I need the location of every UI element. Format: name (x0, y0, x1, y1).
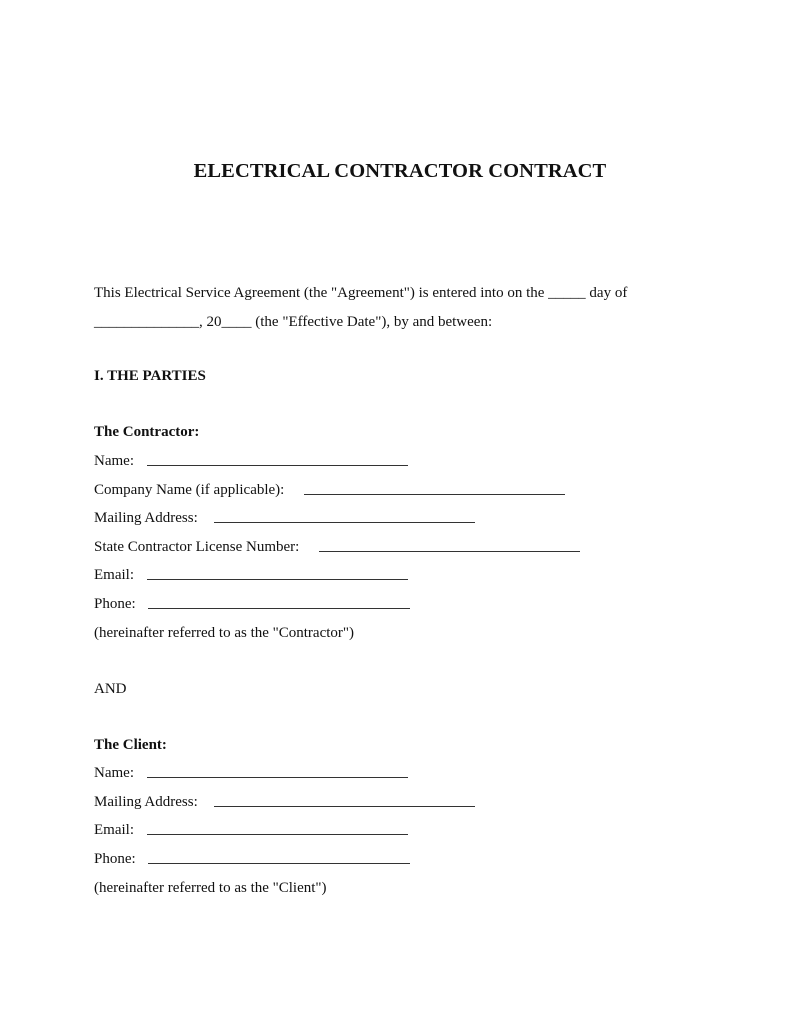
client-footer: (hereinafter referred to as the "Client") (94, 880, 327, 896)
contractor-footer: (hereinafter referred to as the "Contractor") (94, 625, 355, 641)
contractor-name-field[interactable] (147, 465, 408, 466)
contractor-email-field[interactable] (147, 579, 408, 580)
section-heading-parties: I. THE PARTIES (94, 368, 206, 384)
client-name-field[interactable] (147, 777, 408, 778)
contractor-address-label: Mailing Address: (94, 510, 198, 526)
contractor-license-field[interactable] (319, 551, 580, 552)
contractor-company-label: Company Name (if applicable): (94, 482, 285, 498)
contractor-phone-field[interactable] (148, 608, 410, 609)
client-email-label: Email: (94, 822, 134, 838)
contractor-email-label: Email: (94, 567, 134, 583)
client-address-label: Mailing Address: (94, 794, 198, 810)
client-name-label: Name: (94, 765, 134, 781)
client-email-field[interactable] (147, 834, 408, 835)
contractor-phone-label: Phone: (94, 596, 136, 612)
client-address-field[interactable] (214, 806, 475, 807)
intro-line-1: This Electrical Service Agreement (the "Agreement") is entered into on the _____ day of (94, 285, 628, 301)
conjunction-and: AND (94, 681, 127, 697)
contractor-name-label: Name: (94, 453, 134, 469)
client-heading: The Client: (94, 737, 167, 753)
intro-line-2: ______________, 20____ (the "Effective Date"), by and between: (94, 314, 493, 330)
document-title: ELECTRICAL CONTRACTOR CONTRACT (193, 160, 607, 182)
client-phone-field[interactable] (148, 863, 410, 864)
client-phone-label: Phone: (94, 851, 136, 867)
contractor-heading: The Contractor: (94, 424, 200, 440)
contractor-license-label: State Contractor License Number: (94, 539, 300, 555)
contractor-address-field[interactable] (214, 522, 475, 523)
contractor-company-field[interactable] (304, 494, 565, 495)
